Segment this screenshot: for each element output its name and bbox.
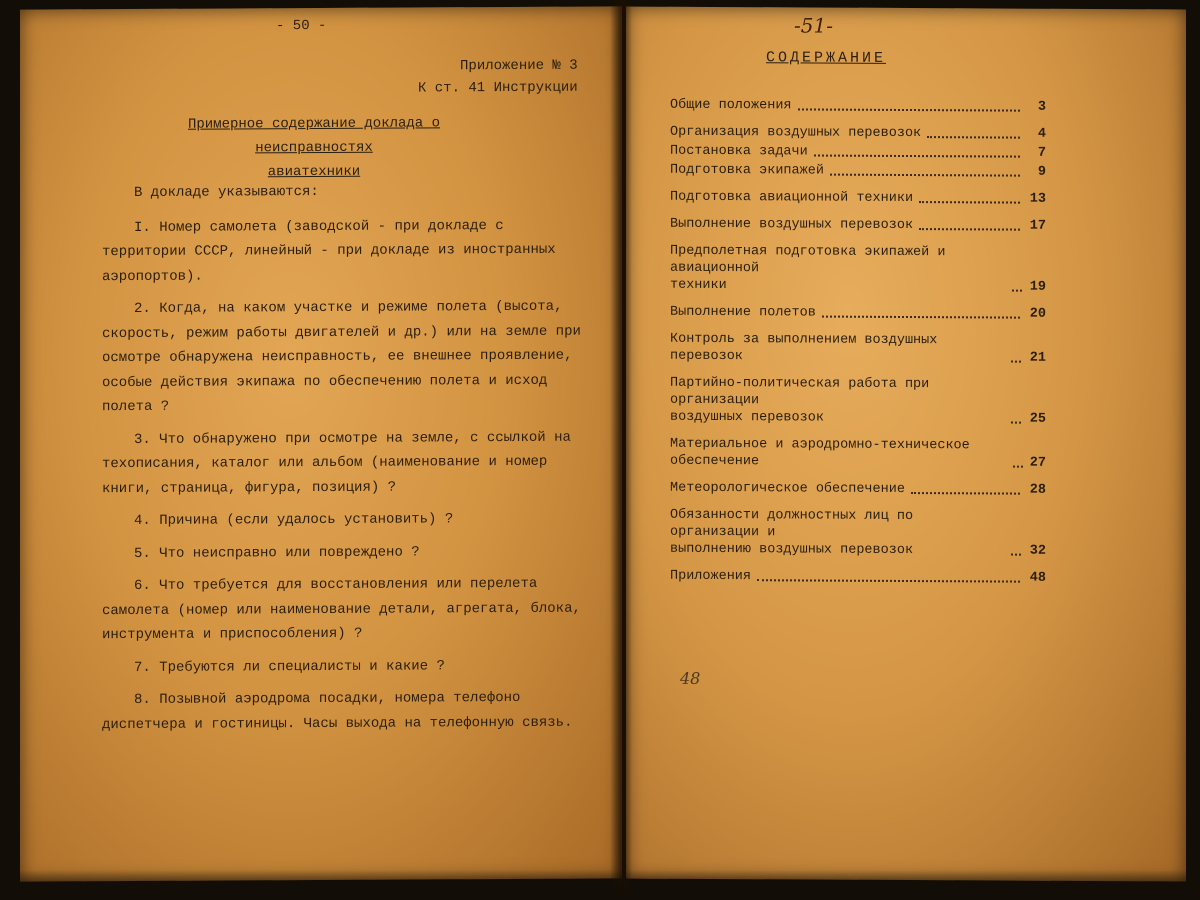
toc-leader bbox=[830, 174, 1020, 177]
toc-entry-page: 32 bbox=[1029, 543, 1046, 559]
toc-entry bbox=[670, 143, 1046, 162]
document-title bbox=[144, 111, 484, 185]
handwritten-note: 48 bbox=[680, 668, 701, 688]
table-of-contents bbox=[670, 97, 1046, 597]
toc-leader bbox=[919, 228, 1020, 231]
toc-entry bbox=[670, 568, 1046, 587]
toc-entry bbox=[670, 216, 1046, 235]
toc-entry-page: 7 bbox=[1037, 145, 1046, 161]
toc-entry-label: Выполнение полетов bbox=[670, 304, 816, 321]
toc-leader bbox=[1012, 290, 1022, 292]
toc-entry-label: Материальное и аэродромно-техническое обеспечение bbox=[670, 436, 970, 470]
report-item: I. Номер самолета (заводской - при докладе с территории СССР, линейный - при докладе из иностранных аэропортов). bbox=[102, 217, 556, 285]
report-item: 7. Требуются ли специалисты и какие ? bbox=[134, 657, 445, 676]
appendix-line: К ст. 41 Инструкции bbox=[418, 79, 578, 97]
intro-text: В докладе указываются: bbox=[134, 184, 319, 201]
report-item: 6. Что требуется для восстановления или перелета самолета (номер или наименование детали, агрегата, блока, инструмента и приспособления) ? bbox=[102, 575, 581, 644]
toc-leader bbox=[1011, 554, 1021, 556]
title-line: Примерное содержание доклада о неисправностях bbox=[187, 115, 441, 157]
toc-entry-page: 21 bbox=[1029, 350, 1046, 366]
left-page bbox=[20, 6, 622, 881]
toc-title: СОДЕРЖАНИЕ bbox=[766, 49, 887, 67]
toc-leader bbox=[911, 492, 1020, 495]
toc-entry bbox=[670, 162, 1046, 181]
appendix-line: Приложение № 3 bbox=[460, 57, 578, 75]
toc-leader bbox=[919, 201, 1020, 204]
toc-entry-page: 9 bbox=[1037, 164, 1046, 180]
toc-leader bbox=[1011, 361, 1021, 363]
toc-leader bbox=[814, 155, 1020, 158]
toc-entry-page: 27 bbox=[1029, 455, 1046, 471]
toc-leader bbox=[1011, 422, 1021, 424]
toc-entry-page: 4 bbox=[1037, 126, 1046, 142]
report-item: 3. Что обнаружено при осмотре на земле, с ссылкой на техописания, каталог или альбом (наименование и номер книги, страница, фигура, позиция) ? bbox=[102, 429, 571, 497]
toc-entry bbox=[670, 189, 1046, 208]
toc-entry-label: Подготовка экипажей bbox=[670, 162, 824, 179]
title-line: авиатехники bbox=[267, 163, 361, 181]
toc-entry-page: 3 bbox=[1037, 99, 1046, 115]
toc-entry bbox=[670, 97, 1046, 116]
page-number-50: - 50 - bbox=[276, 17, 327, 35]
toc-entry bbox=[670, 243, 1046, 296]
toc-entry-page: 48 bbox=[1029, 570, 1046, 586]
report-item: 2. Когда, на каком участке и режиме полета (высота, скорость, режим работы двигателей и др.) или на земле при осмотре обнаружена неисправность, ее внешнее проявление, особые действия экипажа по обеспечению полета и исход полета ? bbox=[102, 298, 581, 416]
report-items bbox=[102, 179, 582, 746]
report-item: 8. Позывной аэродрома посадки, номера телефоно диспетчера и гостиницы. Часы выхода на телефонную связь. bbox=[102, 689, 573, 733]
toc-entry bbox=[670, 375, 1046, 428]
toc-entry-label: Партийно-политическая работа при организации воздушных перевозок bbox=[670, 375, 930, 426]
bottom-shadow bbox=[0, 870, 1200, 900]
toc-entry-page: 19 bbox=[1029, 279, 1046, 295]
toc-entry-label: Общие положения bbox=[670, 97, 792, 114]
right-page bbox=[626, 7, 1186, 882]
report-item: 5. Что неисправно или повреждено ? bbox=[134, 543, 420, 562]
toc-entry bbox=[670, 124, 1046, 143]
toc-entry-page: 13 bbox=[1029, 191, 1046, 207]
toc-leader bbox=[1013, 466, 1023, 468]
toc-entry-label: Контроль за выполнением воздушных перевозок bbox=[670, 331, 938, 365]
toc-entry-page: 25 bbox=[1029, 411, 1046, 427]
toc-entry-label: Приложения bbox=[670, 568, 752, 585]
report-item: 4. Причина (если удалось установить) ? bbox=[134, 511, 454, 529]
toc-entry bbox=[670, 304, 1046, 323]
toc-entry-label: Метеорологическое обеспечение bbox=[670, 480, 905, 497]
toc-leader bbox=[927, 136, 1020, 138]
toc-entry bbox=[670, 331, 1046, 367]
toc-entry-label: Обязанности должностных лиц по организации и выполнению воздушных перевозок bbox=[670, 507, 914, 559]
toc-entry-page: 28 bbox=[1029, 482, 1046, 498]
page-number-51: -51- bbox=[794, 13, 833, 38]
toc-entry-label: Организация воздушных перевозок bbox=[670, 124, 922, 142]
toc-leader bbox=[798, 108, 1020, 111]
toc-entry-label: Предполетная подготовка экипажей и авиационной техники bbox=[670, 243, 946, 294]
toc-entry-page: 20 bbox=[1029, 306, 1046, 322]
toc-entry bbox=[670, 480, 1046, 499]
toc-entry bbox=[670, 507, 1046, 560]
appendix-reference bbox=[418, 55, 578, 100]
toc-entry-label: Выполнение воздушных перевозок bbox=[670, 216, 914, 234]
toc-entry bbox=[670, 436, 1046, 472]
toc-leader bbox=[757, 579, 1020, 582]
book-gutter bbox=[610, 0, 632, 900]
toc-entry-label: Постановка задачи bbox=[670, 143, 808, 160]
toc-entry-page: 17 bbox=[1029, 218, 1046, 234]
toc-entry-label: Подготовка авиационной техники bbox=[670, 189, 914, 207]
toc-leader bbox=[822, 316, 1020, 319]
